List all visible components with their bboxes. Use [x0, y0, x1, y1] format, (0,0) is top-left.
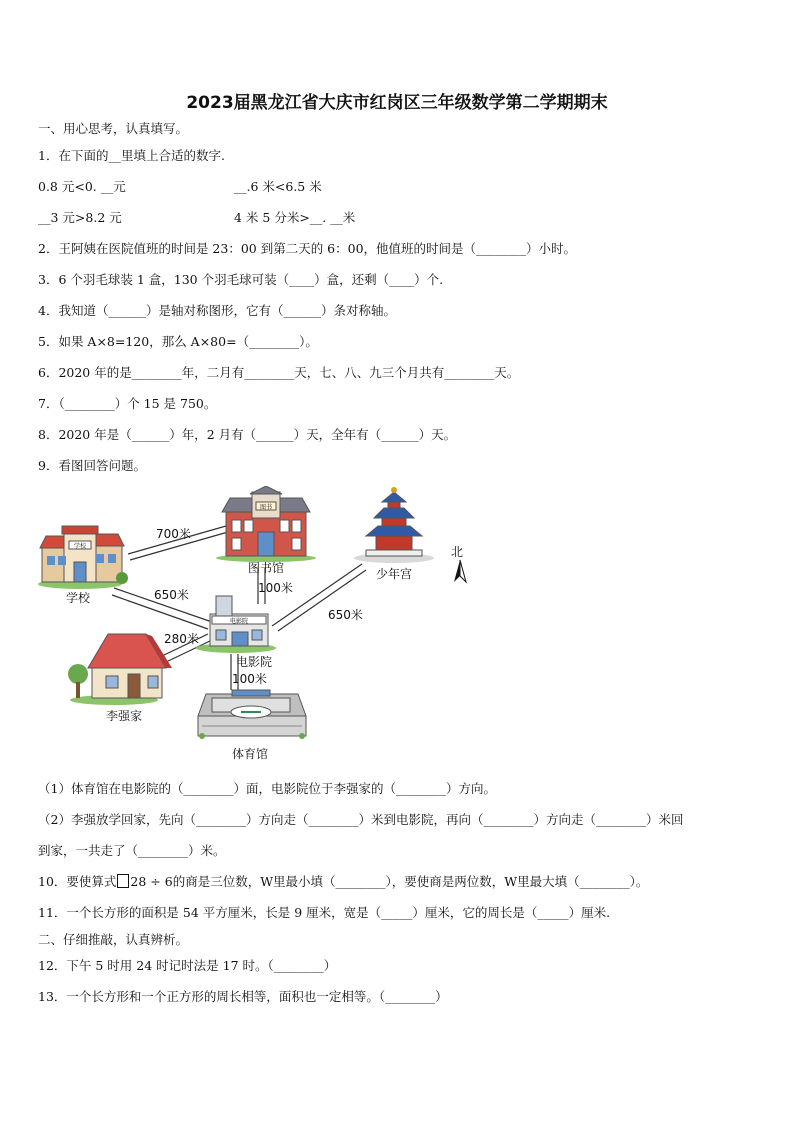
question-1-item-d: 4 米 5 分米>__. __米 — [234, 210, 356, 225]
direction-map-figure — [36, 486, 486, 766]
question-3: 3．6 个羽毛球装 1 盒，130 个羽毛球可装（____）盒，还剩（____）个. — [38, 272, 444, 287]
gym-building — [198, 690, 306, 739]
question-2: 2．王阿姨在医院值班的时间是 23：00 到第二天的 6：00，他值班的时间是（________）小时。 — [38, 241, 577, 256]
question-6: 6．2020 年的是________年，二月有________天，七、八、九三个月共有________天。 — [38, 365, 520, 380]
youth-palace-building — [354, 487, 434, 563]
section-1-heading: 一、用心思考，认真填写。 — [38, 121, 189, 136]
question-1-item-b: __.6 米<6.5 米 — [234, 179, 322, 194]
question-11: 11．一个长方形的面积是 54 平方厘米，长是 9 厘米，宽是（_____）厘米，它的周长是（_____）厘米. — [38, 905, 611, 920]
north-arrow-icon — [454, 560, 466, 582]
question-4: 4．我知道（______）是轴对称图形，它有（______）条对称轴。 — [38, 303, 396, 318]
page-title: 2023届黑龙江省大庆市红岗区三年级数学第二学期期末 — [186, 93, 608, 113]
library-sign: 图书 — [259, 504, 273, 511]
question-1-item-a: 0.8 元<0. __元 — [38, 179, 126, 194]
question-9-sub-2-line-2: 到家，一共走了（________）米。 — [38, 843, 226, 858]
question-8: 8．2020 年是（______）年，2 月有（______）天，全年有（______）天。 — [38, 427, 457, 442]
label-home: 李强家 — [105, 709, 143, 723]
direction-map — [36, 486, 486, 766]
cinema-building — [196, 596, 276, 653]
question-7: 7．（________）个 15 是 750。 — [38, 396, 217, 411]
distance-cinema-gym: 100米 — [232, 672, 267, 686]
library-building — [216, 486, 316, 562]
question-10-suffix: 的商是三位数，W里最小填（________），要使商是两位数，W里最大填（________）。 — [172, 874, 649, 889]
label-library: 图书馆 — [247, 561, 285, 575]
home-building — [68, 634, 172, 705]
blank-box-icon — [117, 874, 129, 888]
label-youth-palace: 少年宫 — [375, 567, 413, 581]
question-1-stem: 1．在下面的__里填上合适的数字. — [38, 148, 225, 163]
label-cinema: 电影院 — [235, 655, 273, 669]
label-school: 学校 — [65, 591, 91, 605]
label-gym: 体育馆 — [231, 747, 269, 761]
question-9-stem: 9．看图回答问题。 — [38, 458, 146, 473]
question-9-sub-1: （1）体育馆在电影院的（________）面，电影院位于李强家的（________）方向。 — [38, 781, 496, 796]
school-building — [38, 526, 128, 589]
cinema-sign: 电影院 — [229, 618, 249, 625]
school-sign: 学校 — [73, 543, 87, 550]
question-1-item-c: __3 元>8.2 元 — [38, 210, 122, 225]
section-2-heading: 二、仔细推敲，认真辨析。 — [38, 932, 189, 947]
question-9-sub-2-line-1: （2）李强放学回家，先向（________）方向走（________）米到电影院，再向（________）方向走（________）米回 — [38, 812, 684, 827]
question-10 — [38, 874, 648, 890]
distance-palace-cinema: 650米 — [328, 608, 363, 622]
question-10-expression: 28 ÷ 6 — [130, 874, 173, 889]
question-5: 5．如果 A×8=120，那么 A×80=（________）。 — [38, 334, 318, 349]
question-10-prefix: 10．要使算式 — [38, 874, 117, 889]
distance-school-library: 700米 — [156, 527, 191, 541]
distance-home-cinema: 280米 — [164, 632, 199, 646]
label-north: 北 — [450, 545, 464, 559]
distance-library-cinema: 100米 — [258, 581, 293, 595]
question-13: 13．一个长方形和一个正方形的周长相等，面积也一定相等。（________） — [38, 989, 448, 1004]
question-12: 12．下午 5 时用 24 时记时法是 17 时。（________） — [38, 958, 337, 973]
distance-school-cinema: 650米 — [154, 588, 189, 602]
